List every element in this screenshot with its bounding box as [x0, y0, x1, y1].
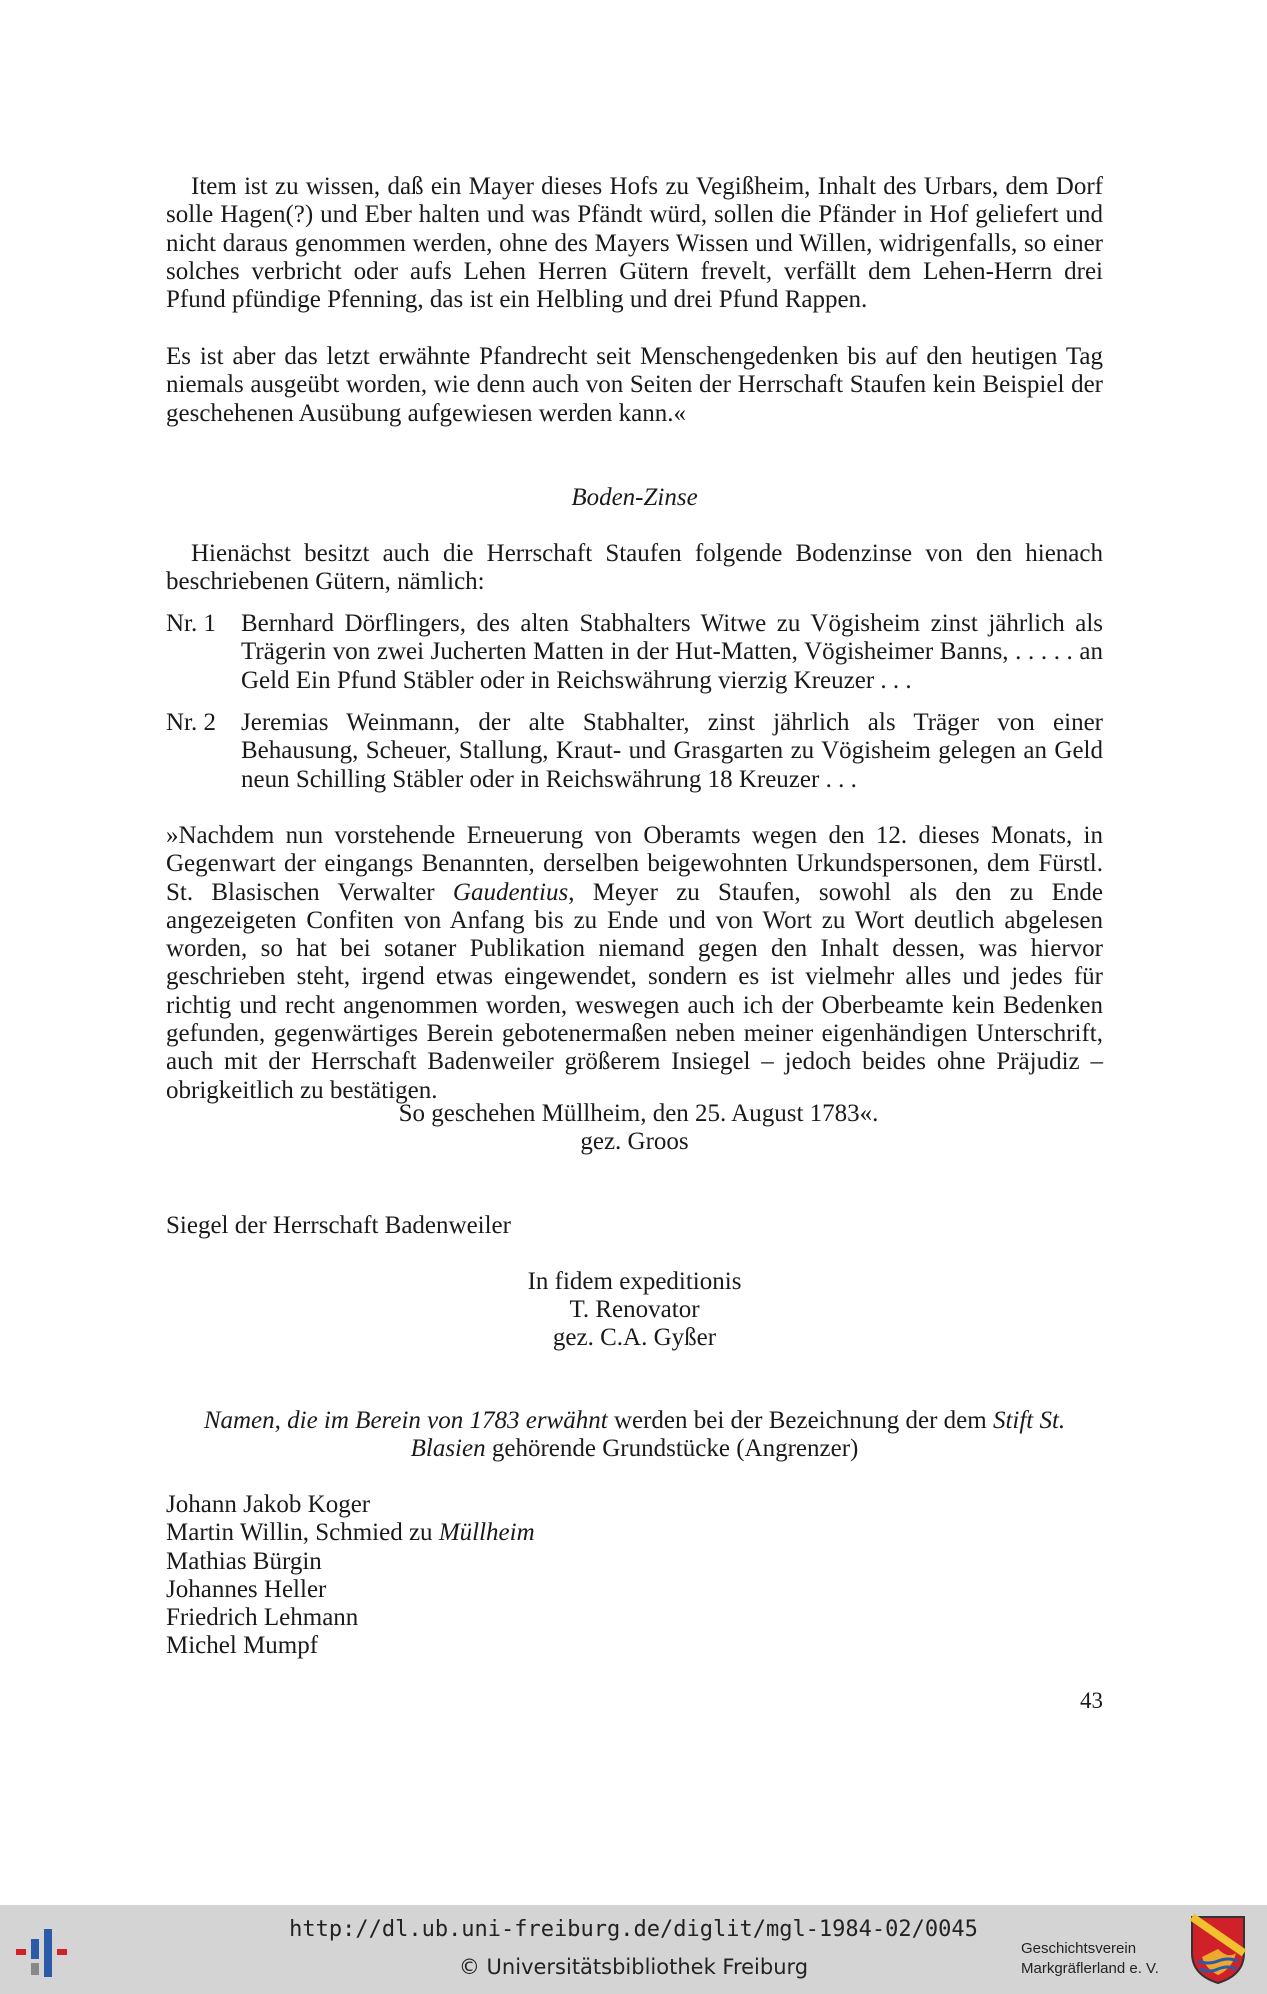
paragraph-quote	[166, 822, 1103, 1105]
name-place: Müllheim	[438, 1519, 535, 1547]
quote-name: Gaudentius	[452, 878, 569, 906]
name-text: Martin Willin, Schmied zu	[166, 1519, 439, 1547]
list-item: Johannes Heller	[166, 1575, 327, 1603]
names-list	[166, 1491, 535, 1661]
coat-of-arms-icon	[1188, 1913, 1248, 1987]
signature-groos: gez. Groos	[580, 1128, 689, 1155]
society-line-1: Geschichtsverein	[1021, 1940, 1137, 1957]
fidem-line-2: T. Renovator	[569, 1296, 700, 1323]
item-text: Jeremias Weinmann, der alte Stabhalter, zinst jährlich als Träger von einer Behausung, Scheuer, Stallung, Kraut- und Grasgarten zu Vögisheim gelegen an Geld neun Schilling Stäbler oder in Reichswährung 18 Kreuzer . . .	[241, 709, 1103, 793]
quote-text-cont: , Meyer zu Staufen, sowohl als den zu Ende angezeigeten Confiten von Anfang bis zu Ende und von Wort zu Wort deutlich abgelesen worden, so hat bei sotaner Publikation niemand gegen den Inhalt dessen, was hiervor geschrieben steht, irgend etwas eingewendet, sondern es ist vielmehr alles und jedes für richtig und recht angenommen worden, weswegen auch ich der Oberbeamte kein Bedenken gefunden, gegenwärtiges Berein gebotenermaßen neben meiner eigenhändigen Unterschrift, auch mit der Herrschaft Badenweiler größerem Insiegel – jedoch beides ohne Präjudiz – obrigkeitlich zu bestätigen.	[166, 878, 1103, 1104]
footer-bar	[0, 1905, 1267, 1994]
paragraph-intro: Hienächst besitzt auch die Herrschaft Staufen folgende Bodenzinse von den hienach beschriebenen Gütern, nämlich:	[166, 540, 1103, 596]
names-heading-ital: Namen, die im Berein von 1783 erwähnt	[203, 1407, 608, 1434]
item-number: Nr. 1	[166, 610, 216, 637]
paragraph-ausuebung: Es ist aber das letzt erwähnte Pfandrecht seit Menschengedenken bis auf den heutigen Tag niemals ausgeübt worden, wie denn auch von Seiten der Herrschaft Staufen kein Beispiel der geschehenen Ausübung aufgewiesen werden kann.«	[166, 343, 1103, 427]
list-item: Mathias Bürgin	[166, 1547, 322, 1575]
list-item	[166, 610, 1103, 695]
item-text: Bernhard Dörflingers, des alten Stabhalters Witwe zu Vögisheim zinst jährlich als Trägerin von zwei Jucherten Matten in der Hut-Matten, Vögisheimer Banns, . . . . . an Geld Ein Pfund Stäbler oder in Reichswährung vierzig Kreuzer . . .	[241, 610, 1103, 694]
names-heading-ital-2: Stift St. Blasien	[410, 1407, 1066, 1463]
list-item	[166, 1519, 535, 1547]
list-item: Johann Jakob Koger	[166, 1491, 371, 1518]
society-line-2: Markgräflerland e. V.	[1021, 1960, 1159, 1977]
society-name	[1021, 1939, 1191, 1979]
copyright-line: © Universitätsbibliothek Freiburg	[458, 1955, 809, 1979]
page-number: 43	[1080, 1688, 1103, 1713]
section-heading: Boden-Zinse	[571, 484, 698, 511]
fidem-line-3: gez. C.A. Gyßer	[552, 1324, 717, 1351]
dated-line: So geschehen Müllheim, den 25. August 1783«.	[398, 1100, 879, 1127]
list-item: Michel Mumpf	[166, 1632, 319, 1660]
fidem-line-1: In fidem expeditionis	[527, 1268, 742, 1295]
names-heading-plain: werden bei der Bezeichnung der dem	[607, 1407, 993, 1434]
permalink-url[interactable]: http://dl.ub.uni-freiburg.de/diglit/mgl-1984-02/0045	[289, 1917, 978, 1942]
names-heading	[166, 1407, 1103, 1464]
list-item	[166, 709, 1103, 794]
item-number: Nr. 2	[166, 709, 216, 736]
paragraph-pfandrecht: Item ist zu wissen, daß ein Mayer dieses Hofs zu Vegißheim, Inhalt des Urbars, dem Dorf solle Hagen(?) und Eber halten und was Pfändt würd, sollen die Pfänder in Hof geliefert und nicht daraus genommen werden, ohne des Mayers Wissen und Willen, widrigenfalls, so einer solches verbricht oder aufs Lehen Herren Gütern frevelt, verfällt dem Lehen-Herrn drei Pfund pfündige Pfenning, das ist ein Helbling und drei Pfund Rappen.	[166, 173, 1103, 314]
list-item: Friedrich Lehmann	[166, 1604, 359, 1632]
seal-line: Siegel der Herrschaft Badenweiler	[166, 1212, 511, 1239]
quote-text: »Nachdem nun vorstehende Erneuerung von Oberamts wegen den 12. dieses Monats, in Gegenwart der eingangs Benannten, derselben beigewohnten Urkundspersonen, dem Fürstl. St. Blasischen Verwalter	[166, 822, 1103, 906]
names-heading-plain-2: gehörende Grundstücke (Angrenzer)	[485, 1435, 859, 1463]
